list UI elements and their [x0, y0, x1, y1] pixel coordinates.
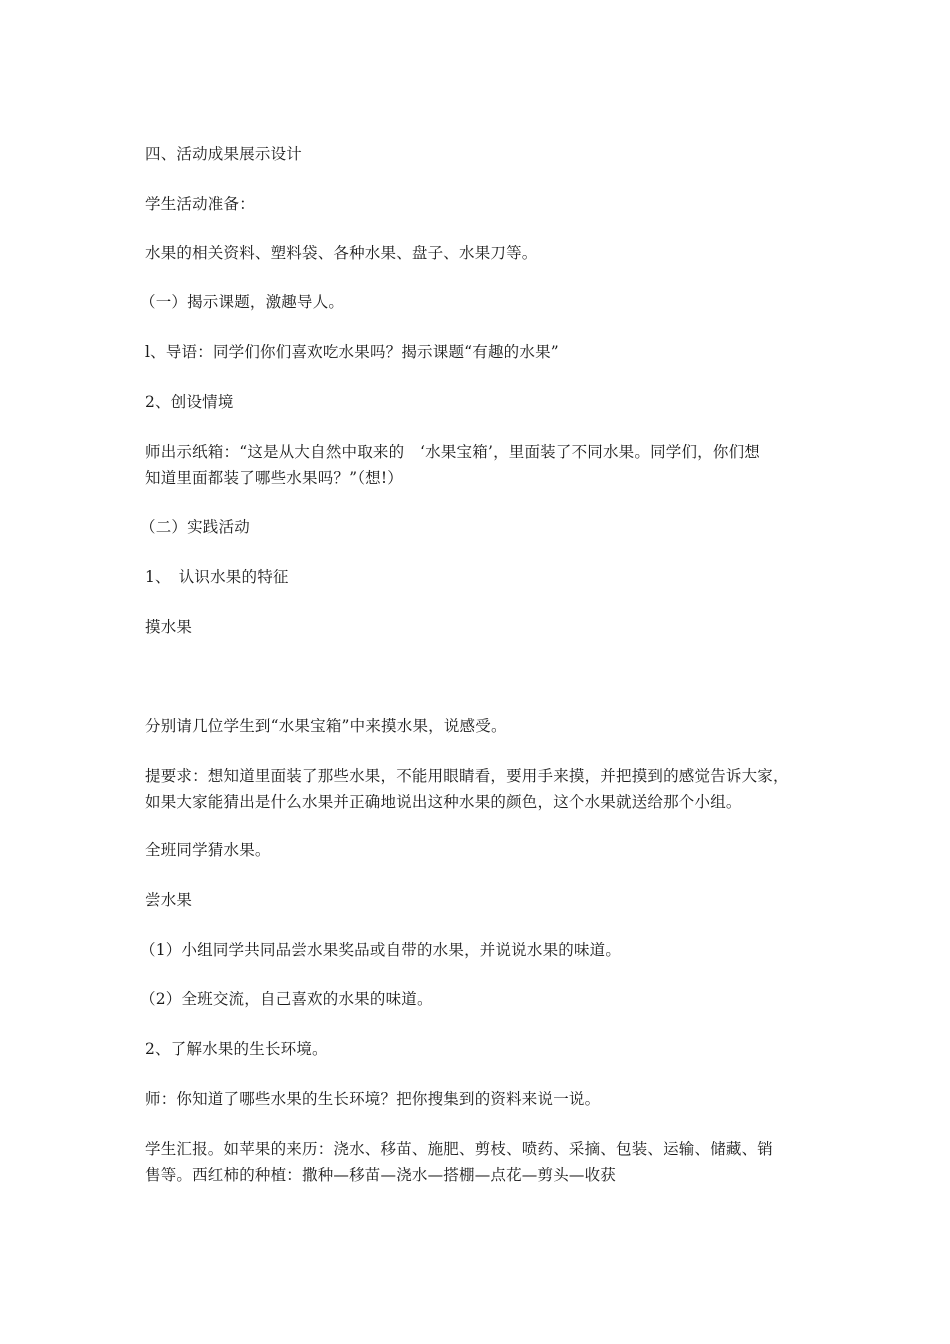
text-line: 提要求：想知道里面装了那些水果，不能用眼睛看，要用手来摸，并把摸到的感觉告诉大家，: [145, 767, 789, 785]
paragraph: [145, 564, 810, 590]
text-line: 如果大家能猜出是什么水果并正确地说出这种水果的颜色，这个水果就送给那个小组。: [145, 793, 742, 811]
text-line: 师：你知道了哪些水果的生长环境？把你搜集到的资料来说一说。: [145, 1090, 601, 1108]
text-line: 2、了解水果的生长环境。: [145, 1040, 328, 1058]
paragraph: [145, 887, 810, 913]
text-line: （2）全班交流，自己喜欢的水果的味道。: [140, 990, 433, 1008]
paragraph: [140, 937, 805, 963]
text-line: （一）揭示课题，激趣导人。: [140, 293, 345, 311]
text-line: 知道里面都装了哪些水果吗？”（想!）: [145, 469, 404, 487]
text-line: （1）小组同学共同品尝水果奖品或自带的水果，并说说水果的味道。: [140, 941, 622, 959]
paragraph: [145, 389, 810, 415]
subsection-heading: [140, 514, 805, 540]
text-line: 师出示纸箱：“这是从大自然中取来的 ‘水果宝箱’，里面装了不同水果。同学们，你们想: [145, 443, 760, 461]
text-line: l、导语：同学们你们喜欢吃水果吗？揭示课题“有趣的水果”: [145, 343, 559, 361]
text-line: 学生汇报。如苹果的来历：浇水、移苗、施肥、剪枝、喷药、采摘、包装、运输、储藏、销: [145, 1140, 774, 1158]
text-line: 四、活动成果展示设计: [145, 145, 303, 163]
text-line: 水果的相关资料、塑料袋、各种水果、盘子、水果刀等。: [145, 244, 538, 262]
paragraph: [145, 1086, 810, 1112]
section-heading: [145, 141, 810, 167]
text-line: 摸水果: [145, 618, 193, 636]
paragraph: [145, 439, 810, 491]
paragraph: [145, 614, 810, 640]
text-line: 分别请几位学生到“水果宝箱”中来摸水果，说感受。: [145, 717, 507, 735]
text-line: 全班同学猜水果。: [145, 841, 271, 859]
text-line: 售等。西红柿的种植：撒种—移苗—浇水—搭棚—点花—剪头—收获: [145, 1166, 617, 1184]
paragraph: [145, 339, 810, 365]
text-line: 2、创设情境: [145, 393, 234, 411]
subsection-heading: [140, 289, 805, 315]
paragraph: [145, 240, 810, 266]
text-line: 尝水果: [145, 891, 193, 909]
paragraph: [145, 837, 810, 863]
text-line: 学生活动准备：: [145, 195, 255, 213]
paragraph: [145, 191, 810, 217]
paragraph: [145, 1036, 810, 1062]
text-line: 1、 认识水果的特征: [145, 568, 289, 586]
paragraph: [145, 713, 810, 739]
paragraph: [140, 986, 805, 1012]
paragraph: [145, 763, 810, 815]
paragraph: [145, 1136, 810, 1188]
text-line: （二）实践活动: [140, 518, 250, 536]
